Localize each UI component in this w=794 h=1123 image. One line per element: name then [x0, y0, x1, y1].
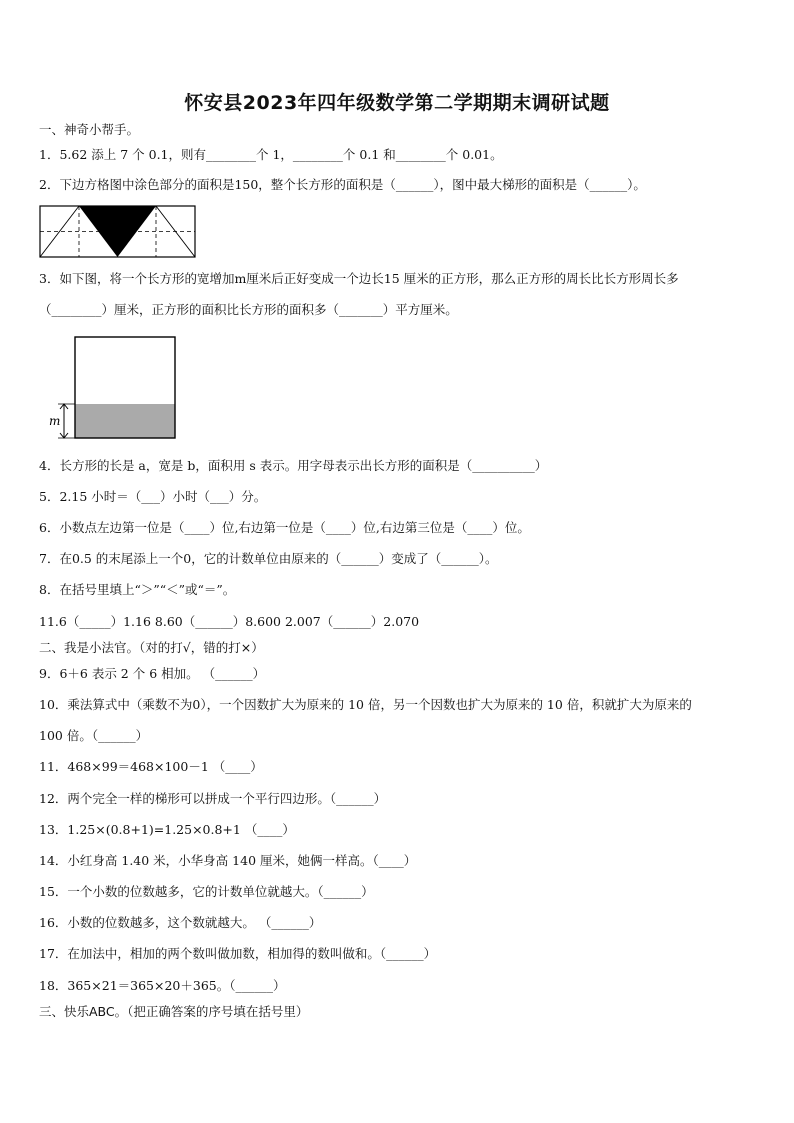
question-7: 7．在0.5 的末尾添上一个0，它的计数单位由原来的（______）变成了（______）。 — [39, 551, 498, 566]
section-3-heading: 三、快乐ABC。（把正确答案的序号填在括号里） — [39, 1004, 309, 1019]
grid-figure — [39, 205, 197, 259]
question-1: 1．5.62 添上 7 个 0.1，则有________个 1，________个 0.1 和________个 0.01。 — [39, 147, 503, 162]
question-13: 13．1.25×(0.8+1)=1.25×0.8+1 （____） — [39, 822, 295, 837]
question-6: 6．小数点左边第一位是（____）位,右边第一位是（____）位,右边第三位是（____）位。 — [39, 520, 530, 535]
question-10-line-1: 10．乘法算式中（乘数不为0），一个因数扩大为原来的 10 倍，另一个因数也扩大为原来的 10 倍，积就扩大为原来的 — [39, 697, 692, 712]
trapezoid-left-edge — [40, 206, 79, 257]
question-11: 11．468×99＝468×100－1 （____） — [39, 759, 263, 774]
shaded-strip — [75, 404, 175, 438]
question-9: 9．6＋6 表示 2 个 6 相加。 （______） — [39, 666, 266, 681]
question-17: 17．在加法中，相加的两个数叫做加数，相加得的数叫做和。（______） — [39, 946, 437, 961]
question-18: 18．365×21＝365×20＋365。（______） — [39, 978, 286, 993]
question-5: 5．2.15 小时＝（___）小时（___）分。 — [39, 489, 267, 504]
question-14: 14．小红身高 1.40 米，小华身高 140 厘米，她俩一样高。（____） — [39, 853, 417, 868]
section-1-heading: 一、神奇小帮手。 — [39, 122, 140, 137]
question-2: 2．下边方格图中涂色部分的面积是150，整个长方形的面积是（______），图中最大梯形的面积是（______）。 — [39, 177, 646, 192]
page-title: 怀安县2023年四年级数学第二学期期末调研试题 — [184, 92, 610, 114]
question-3-line-2: （________）厘米，正方形的面积比长方形的面积多（_______）平方厘米。 — [39, 302, 458, 317]
question-12: 12．两个完全一样的梯形可以拼成一个平行四边形。（______） — [39, 791, 387, 806]
question-3-line-1: 3．如下图，将一个长方形的宽增加m厘米后正好变成一个边长15 厘米的正方形，那么正方形的周长比长方形周长多 — [39, 271, 679, 286]
m-label: m — [49, 414, 61, 428]
question-4: 4．长方形的长是 a，宽是 b，面积用 s 表示。用字母表示出长方形的面积是（__________） — [39, 458, 548, 473]
square-figure — [44, 335, 178, 441]
section-2-heading: 二、我是小法官。（对的打√，错的打×） — [39, 640, 264, 655]
question-15: 15．一个小数的位数越多，它的计数单位就越大。（______） — [39, 884, 374, 899]
question-16: 16．小数的位数越多，这个数就越大。 （______） — [39, 915, 322, 930]
question-10-line-2: 100 倍。（______） — [39, 728, 149, 743]
question-8-items: 11.6（_____）1.16 8.60（______）8.600 2.007（______）2.070 — [39, 614, 420, 629]
question-8: 8．在括号里填上“＞”“＜”或“＝”。 — [39, 582, 236, 597]
